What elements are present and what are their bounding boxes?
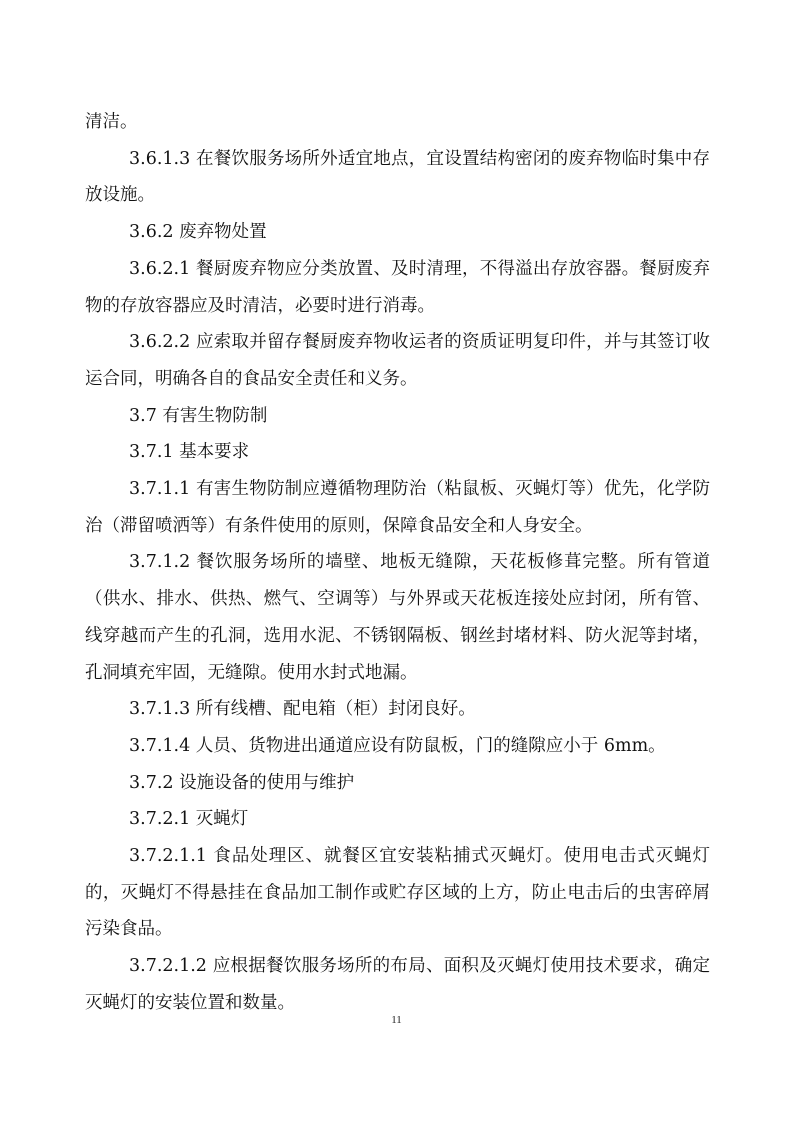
body-text xyxy=(85,104,710,1022)
clause-3-6-2-2: 3.6.2.2 应索取并留存餐厨废弃物收运者的资质证明复印件，并与其签订收运合同，明确各自的食品安全责任和义务。 xyxy=(85,332,710,389)
heading-3-7-1: 3.7.1 基本要求 xyxy=(129,442,250,463)
heading-3-6-2: 3.6.2 废弃物处置 xyxy=(129,222,267,243)
clause-3-6-2-1: 3.6.2.1 餐厨废弃物应分类放置、及时清理，不得溢出存放容器。餐厨废弃物的存放容器应及时清洁，必要时进行消毒。 xyxy=(85,258,710,316)
paragraph-continuation: 清洁。 xyxy=(85,112,138,132)
clause-3-7-1-1: 3.7.1.1 有害生物防制应遵循物理防治（粘鼠板、灭蝇灯等）优先，化学防治（滞留喷洒等）有条件使用的原则，保障食品安全和人身安全。 xyxy=(85,479,710,536)
heading-3-7-2: 3.7.2 设施设备的使用与维护 xyxy=(129,772,355,793)
heading-3-7: 3.7 有害生物防制 xyxy=(129,405,268,426)
clause-3-7-1-4: 3.7.1.4 人员、货物进出通道应设有防鼠板，门的缝隙应小于 6mm。 xyxy=(129,735,666,756)
clause-3-6-1-3: 3.6.1.3 在餐饮服务场所外适宜地点，宜设置结构密闭的废弃物临时集中存放设施。 xyxy=(85,148,710,206)
clause-3-7-1-3: 3.7.1.3 所有线槽、配电箱（柜）封闭良好。 xyxy=(129,699,476,720)
clause-3-7-2-1-2: 3.7.2.1.2 应根据餐饮服务场所的布局、面积及灭蝇灯使用技术要求，确定灭蝇灯的安装位置和数量。 xyxy=(85,956,710,1013)
page-number: 11 xyxy=(391,1014,402,1026)
clause-3-7-1-2: 3.7.1.2 餐饮服务场所的墙壁、地板无缝隙，天花板修葺完整。所有管道（供水、排水、供热、燃气、空调等）与外界或天花板连接处应封闭，所有管、线穿越而产生的孔洞，选用水泥、不锈钢隔板、钢丝封堵材料、防火泥等封堵，孔洞填充牢固，无缝隙。使用水封式地漏。 xyxy=(85,552,710,683)
heading-3-7-2-1: 3.7.2.1 灭蝇灯 xyxy=(129,809,249,830)
clause-3-7-2-1-1: 3.7.2.1.1 食品处理区、就餐区宜安装粘捕式灭蝇灯。使用电击式灭蝇灯的，灭蝇灯不得悬挂在食品加工制作或贮存区域的上方，防止电击后的虫害碎屑污染食品。 xyxy=(85,846,710,940)
